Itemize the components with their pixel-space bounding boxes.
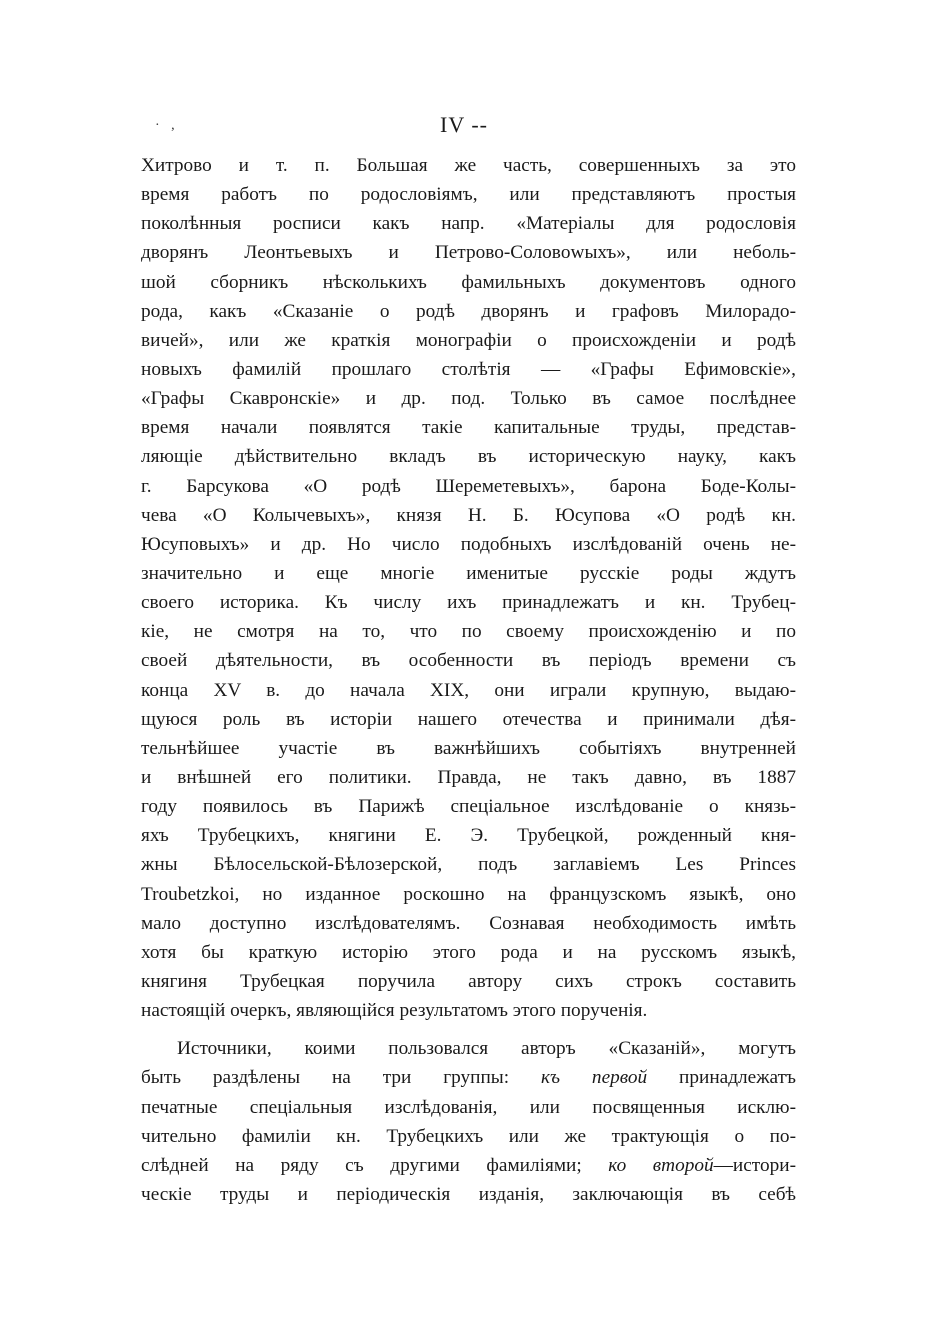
paragraph-1 <box>141 151 796 1025</box>
paragraph-2 <box>141 1034 796 1209</box>
text-line: «Графы Скавронскiе» и др. под. Только въ самое послѣднее <box>141 388 796 410</box>
text-line: кiе, не смотря на то, что по своему происхожденiю и по <box>141 621 796 643</box>
text-line: г. Барсукова «О родѣ Шереметевыхъ», барона Боде-Колы- <box>141 475 796 497</box>
text-line: время работъ по родословiямъ, или представляютъ простыя <box>141 184 796 206</box>
text-line: ляющiе дѣйствительно вкладъ въ историческую науку, какъ <box>141 446 796 468</box>
text-line: ческiе труды и перiодическiя изданiя, заключающiя въ себѣ <box>141 1183 796 1205</box>
text-line: Юсуповыхъ» и др. Но число подобныхъ изслѣдованiй очень не- <box>141 533 796 555</box>
text-line: значительно и еще многiе именитые русскiе роды ждутъ <box>141 562 796 584</box>
text-line: дворянъ Леонтьевыхъ и Петрово-Соловowыхъ», или неболь- <box>141 242 796 264</box>
text-run: быть раздѣлены на три группы: <box>141 1067 542 1089</box>
page-number: IV -- <box>440 112 488 137</box>
text-line: хотя бы краткую исторiю этого рода и на русскомъ языкѣ, <box>141 941 796 963</box>
text-line: новыхъ фамилiй прошлаго столѣтiя — «Графы Ефимовскiе», <box>141 358 796 380</box>
text-line: Troubetzkoi, но изданное роскошно на французскомъ языкѣ, оно <box>141 883 796 905</box>
text-line: тельнѣйшее участiе въ важнѣйшихъ событiяхъ внутренней <box>141 737 796 759</box>
italic-run: къ первой <box>541 1067 648 1089</box>
text-line: чительно фамилiи кн. Трубецкихъ или же трактующiя о по- <box>141 1125 796 1147</box>
text-line: время начали появлятся такiе капитальные труды, представ- <box>141 417 796 439</box>
text-line: печатные спецiальныя изслѣдованiя, или посвященныя исклю- <box>141 1096 796 1118</box>
text-line: конца XV в. до начала XIX, они играли крупную, выдаю- <box>141 679 796 701</box>
text-line: году появилось въ Парижѣ спецiальное изслѣдованiе о князь- <box>141 796 796 818</box>
italic-run: ко второй <box>608 1154 714 1176</box>
text-line: рода, какъ «Сказанiе о родѣ дворянъ и графовъ Милорадо- <box>141 300 796 322</box>
text-line: шой сборникъ нѣсколькихъ фамильныхъ документовъ одного <box>141 271 796 293</box>
text-run: —истори- <box>713 1154 796 1176</box>
text-line: своей дѣятельности, въ особенности въ перiодъ времени съ <box>141 650 796 672</box>
margin-marks: · , <box>155 118 179 133</box>
text-line: Источники, коими пользовался авторъ «Сказанiй», могутъ <box>177 1038 796 1060</box>
text-line <box>141 1151 796 1180</box>
text-line: щуюся роль въ исторiи нашего отечества и принимали дѣя- <box>141 708 796 730</box>
text-line: Хитрово и т. п. Большая же часть, совершенныхъ за это <box>141 155 796 176</box>
text-line: мало доступно изслѣдователямъ. Сознавая необходимость имѣть <box>141 912 796 934</box>
text-line: княгиня Трубецкая поручила автору сихъ строкъ составить <box>141 970 796 992</box>
text-line: настоящiй очеркъ, являющiйся результатомъ этого порученiя. <box>141 1000 648 1022</box>
text-line: и внѣшней его политики. Правда, не такъ давно, въ 1887 <box>141 766 796 788</box>
body-text <box>141 151 796 1209</box>
paragraph-gap <box>141 1025 796 1034</box>
text-line: яхъ Трубецкихъ, княгини Е. Э. Трубецкой, рожденный кня- <box>141 825 796 847</box>
text-line: чева «О Колычевыхъ», князя Н. Б. Юсупова «О родѣ кн. <box>141 504 796 526</box>
text-line: жны Бѣлосельской-Бѣлозерской, подъ заглавiемъ Les Princes <box>141 854 796 876</box>
text-run: слѣдней на ряду съ другими фамилiями; <box>141 1154 609 1176</box>
text-run: принадлежатъ <box>647 1067 796 1089</box>
text-line <box>141 1063 796 1092</box>
text-line: вичей», или же краткiя монографiи о происхожденiи и родѣ <box>141 329 796 351</box>
text-line: своего историка. Къ числу ихъ принадлежатъ и кн. Трубец- <box>141 592 796 614</box>
text-line: поколѣнныя росписи какъ напр. «Матерiалы для родословiя <box>141 213 796 235</box>
